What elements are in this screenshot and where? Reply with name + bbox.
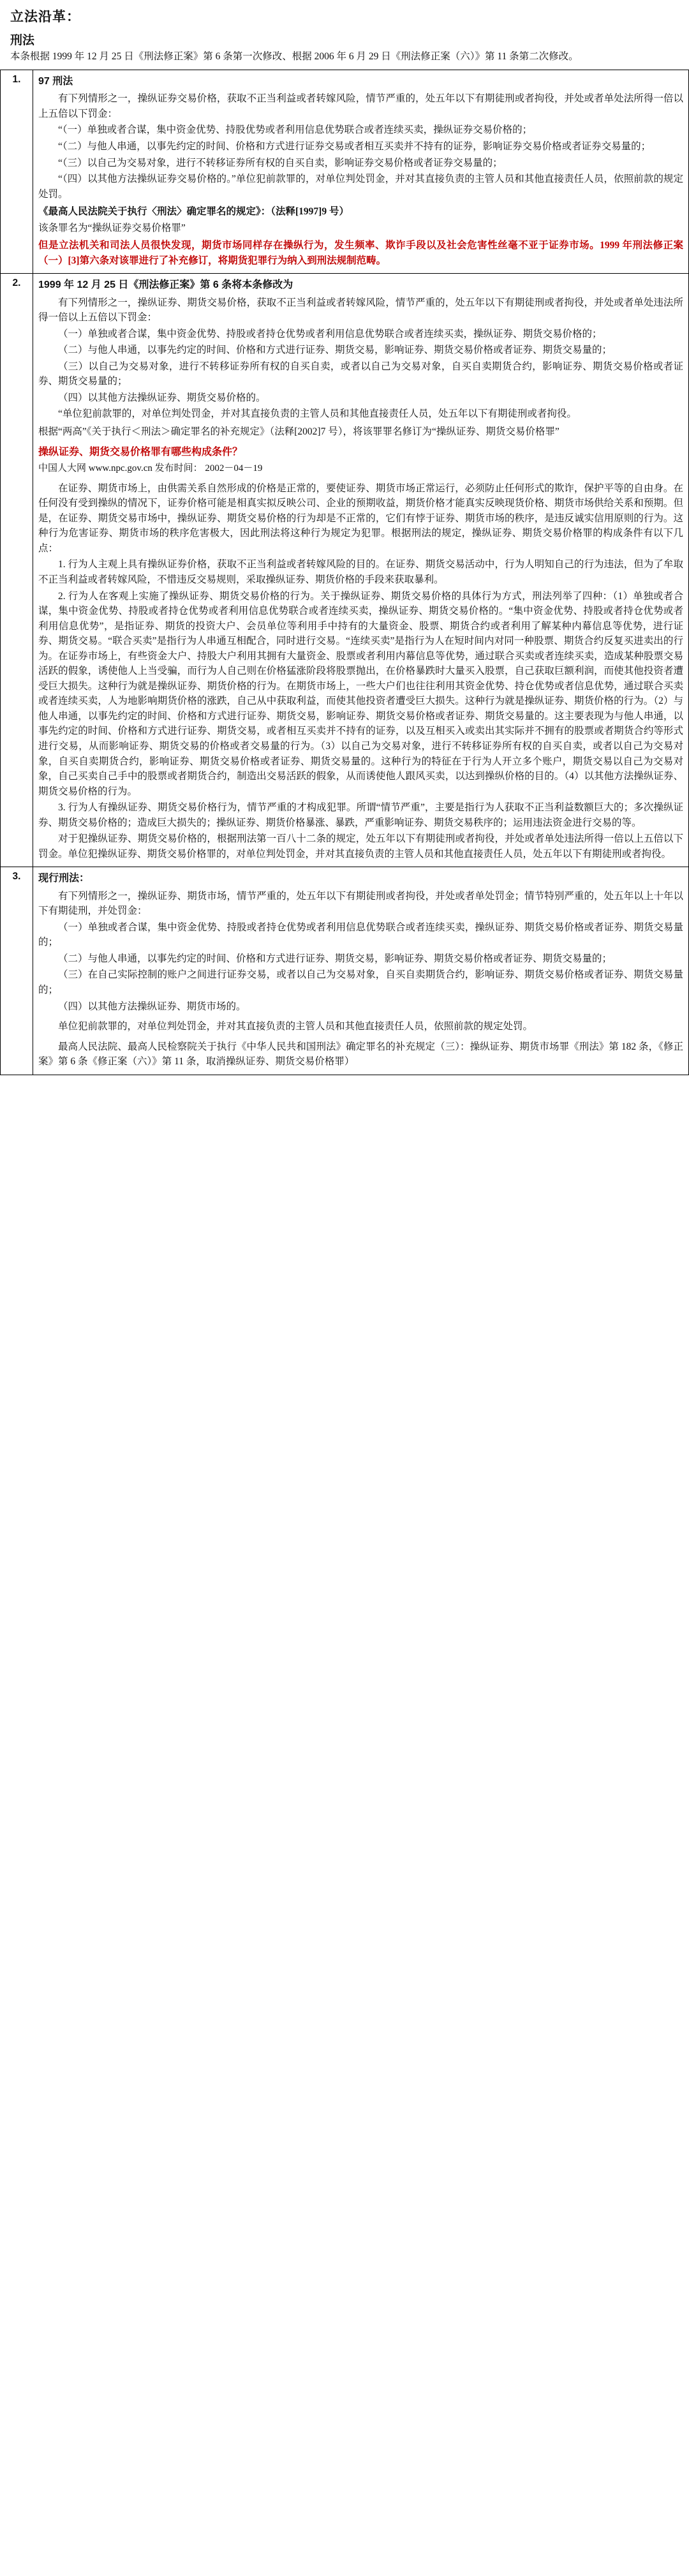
- section-heading: 刑法: [10, 34, 35, 47]
- paragraph: 1. 行为人主观上具有操纵证券价格，获取不正当利益或者转嫁风险的目的。在证券、期货交易活动中，行为人明知自己的行为违法，但为了牟取不正当利益或者转嫁风险，不惜违反交易规则，采取操纵证券、期货价格的手段来获取暴利。: [38, 559, 683, 585]
- paragraph: （四）以其他方法操纵证券、期货市场的。: [58, 1001, 246, 1012]
- paragraph: 有下列情形之一，操纵证券、期货市场，情节严重的，处五年以下有期徒刑或者拘役，并处或者单处罚金；情节特别严重的，处五年以上十年以下有期徒刑，并处罚金：: [38, 890, 683, 917]
- paragraph: 有下列情形之一，操纵证券、期货交易价格，获取不正当利益或者转嫁风险，情节严重的，处五年以下有期徒刑或者拘役，并处或者单处违法所得一倍以上五倍以下罚金：: [38, 297, 683, 324]
- charge-name-text: 该条罪名为“操纵证券交易价格罪”: [38, 222, 186, 234]
- legislation-history-table: [0, 70, 689, 1075]
- row-title: 1999 年 12 月 25 日《刑法修正案》第 6 条将本条修改为: [38, 279, 293, 291]
- document-page: [0, 0, 689, 1075]
- paragraph: （三）以自己为交易对象，进行不转移证券所有权的自买自卖，或者以自己为交易对象，自买自卖期货合约，影响证券、期货交易价格或者证券、期货交易量的；: [38, 361, 683, 387]
- highlighted-note: 但是立法机关和司法人员很快发现，期货市场同样存在操纵行为，发生频率、欺诈手段以及社会危害性丝毫不亚于证券市场。1999 年刑法修正案（一）[3]第六条对该罪进行了补充修订，将期货犯罪行为纳入到刑法规制范畴。: [38, 240, 683, 266]
- table-row: [1, 274, 689, 867]
- paragraph: （二）与他人串通，以事先约定的时间、价格和方式进行证券、期货交易，影响证券、期货交易价格或者证券、期货交易量的；: [58, 953, 612, 964]
- paragraph: “单位犯前款罪的，对单位判处罚金，并对其直接负责的主管人员和其他直接责任人员，处五年以下有期徒刑或者拘役。: [58, 408, 577, 420]
- row-number: 3.: [1, 867, 33, 1075]
- paragraph: （三）在自己实际控制的账户之间进行证券交易，或者以自己为交易对象，自买自卖期货合约，影响证券、期货交易价格或者证券、期货交易量的；: [38, 969, 683, 995]
- paragraph: “（一）单独或者合谋，集中资金优势、持股优势或者利用信息优势联合或者连续买卖，操纵证券交易价格的；: [58, 124, 533, 136]
- paragraph: 有下列情形之一，操纵证券交易价格，获取不正当利益或者转嫁风险，情节严重的，处五年以下有期徒刑或者拘役，并处或者单处法所得一倍以上五倍以下罚金：: [38, 93, 683, 119]
- judicial-interpretation-title: 《最高人民法院关于执行〈刑法〉确定罪名的规定》：（法释[1997]9 号）: [38, 206, 349, 218]
- paragraph: （四）以其他方法操纵证券、期货交易价格的。: [58, 392, 266, 403]
- paragraph: 最高人民法院、最高人民检察院关于执行《中华人民共和国刑法》确定罪名的补充规定（三）：操纵证券、期货市场罪《刑法》第 182 条，《修正案》第 6 条《修正案（六）》第 11 条，取消操纵证券、期货交易价格罪）: [38, 1041, 683, 1068]
- row-content: [33, 867, 689, 1075]
- reference-line: 根据“两高”《关于执行＜刑法＞确定罪名的补充规定》（法释[2002]7 号），将该罪罪名修订为“操纵证券、期货交易价格罪”: [38, 426, 559, 438]
- paragraph: 单位犯前款罪的，对单位判处罚金，并对其直接负责的主管人员和其他直接责任人员，依照前款的规定处罚。: [58, 1021, 533, 1032]
- paragraph: “（四）以其他方法操纵证券交易价格的。”单位犯前款罪的，对单位判处罚金，并对其直接负责的主管人员和其他直接责任人员，依照前款的规定处罚。: [38, 174, 683, 200]
- paragraph: 对于犯操纵证券、期货交易价格的，根据刑法第一百八十二条的规定，处五年以下有期徒刑或者拘役，并处或者单处违法所得一倍以上五倍以下罚金。单位犯操纵证券、期货交易价格罪的，对单位判处罚金，并对其直接负责的主管人员和其他直接责任人员，处五年以下有期徒刑或者拘役。: [38, 833, 683, 860]
- row-content: [33, 70, 689, 274]
- paragraph: 2. 行为人在客观上实施了操纵证券、期货交易价格的行为。关于操纵证券、期货交易价格的具体行为方式，刑法列举了四种：（1）单独或者合谋，集中资金优势、持股或者持仓优势或者利用信息优势联合或者连续买卖，操纵证券、期货交易价格的。“集中资金优势、持股或者持仓优势或者利用信息优势”，是指证券、期货的投资大户、会员单位等利用手中持有的大量资金、股票、期货合约或者利用了解某种内幕信息等优势，进行证券、期货交易。“联合买卖”是指行为人串通互相配合，同时进行交易。“连续买卖”是指行为人在短时间内对同一种股票、期货合约反复买进卖出的行为。在证券市场上，有些资金大户、持股大户利用其拥有大量资金、股票或者利用内幕信息等优势，通过联合买卖或者连续买卖，造成某种股票交易活跃的假象，诱使他人上当受骗，而行为人自己则在价格猛涨阶段将股票抛出，在价格暴跌时大量买入股票，自己获取巨额利润，而使其他投资者遭受巨大损失。这种行为就是操纵证券、期货价格的行为。在期货市场上，一些大户们也往往利用其资金优势、持仓优势或者信息优势，通过联合买卖或者连续买卖，人为地影响期货价格的涨跌，自己从中获取利益，而使其他投资者遭受巨大损失。这种行为就是操纵证券、期货价格的行为。（2）与他人串通，以事先约定的时间、价格和方式进行证券、期货交易，影响证券、期货交易价格或者证券、期货交易量的。这主要表现为与他人串通，以事先约定的时间、价格和方式进行证券、期货交易，或者相互买卖并不持有的证券，以及互相买入或卖出其实际并不拥有的股票或者期货合约等形式进行交易，从而影响证券、期货交易的价格或者交易量的行为。（3）以自己为交易对象，进行不转移证券所有权的自买自卖，或者以自己为交易对象，自买自卖期货合约，影响证券、期货交易价格或者证券、期货交易量的。这种行为的特征在于行为人开立多个账户，期货交易以自己为交易对象，自己买卖自己手中的股票或者期货合约，制造出交易活跃的假象，从而诱使他人跟风买卖，以达到操纵价格的目的。（4）以其他方法操纵证券、期货交易价格的行为。: [38, 590, 683, 797]
- row-title: 97 刑法: [38, 76, 73, 87]
- paragraph: “（三）以自己为交易对象，进行不转移证券所有权的自买自卖，影响证券交易价格或者证券交易量的；: [58, 157, 503, 168]
- paragraph: （二）与他人串通，以事先约定的时间、价格和方式进行证券、期货交易，影响证券、期货交易价格或者证券、期货交易量的；: [58, 345, 612, 356]
- row-title: 现行刑法：: [38, 873, 90, 884]
- paragraph: “（二）与他人串通，以事先约定的时间、价格和方式进行证券交易或者相互买卖并不持有的证券，影响证券交易价格或者证券交易量的；: [58, 140, 651, 152]
- article-headline: 操纵证券、期货交易价格罪有哪些构成条件？: [38, 446, 243, 458]
- lead-paragraph: 本条根据 1999 年 12 月 25 日《刑法修正案》第 6 条第一次修改、根据 2006 年 6 月 29 日《刑法修正案（六）》第 11 条第二次修改。: [10, 51, 579, 62]
- article-source: 中国人大网 www.npc.gov.cn 发布时间： 2002－04－19: [38, 463, 263, 473]
- paragraph: （一）单独或者合谋，集中资金优势、持股或者持仓优势或者利用信息优势联合或者连续买卖，操纵证券、期货交易价格或者证券、期货交易量的；: [38, 921, 683, 948]
- charge-name-line: [38, 221, 683, 236]
- row-number: 2.: [1, 274, 33, 867]
- page-title: 立法沿革：: [10, 10, 80, 24]
- paragraph: （一）单独或者合谋，集中资金优势、持股或者持仓优势或者利用信息优势联合或者连续买卖，操纵证券、期货交易价格的；: [58, 328, 602, 339]
- paragraph: 3. 行为人有操纵证券、期货交易价格行为，情节严重的才构成犯罪。所谓“情节严重”，主要是指行为人获取不正当利益数额巨大的；多次操纵证券、期货交易价格的；造成巨大损失的；操纵证券、期货价格暴涨、暴跌，严重影响证券、期货交易秩序的；运用违法资金进行交易的等。: [38, 802, 683, 828]
- table-row: [1, 70, 689, 274]
- row-content: [33, 274, 689, 867]
- table-row: [1, 867, 689, 1075]
- row-number: 1.: [1, 70, 33, 274]
- paragraph: 在证券、期货市场上，由供需关系自然形成的价格是正常的，要使证券、期货市场正常运行，必须防止任何形式的欺诈，保护平等的自由身。在任何没有受到操纵的情况下，证券价格可能是相真实拟反映公司、企业的预期收益，期货价格才能真实反映现货价格、期货市场供给关系和预期。但是，在证券、期货交易市场中，操纵证券、期货交易价格的行为却是不正常的，它们有悖于证券、期货市场的秩序，是违反诚实信用原则的行为。这种行为危害证券、期货市场的秩序危害极大，因此刑法将这种行为规定为犯罪。根据刑法的规定，操纵证券、期货交易价格罪的构成条件有以下几点：: [38, 482, 683, 554]
